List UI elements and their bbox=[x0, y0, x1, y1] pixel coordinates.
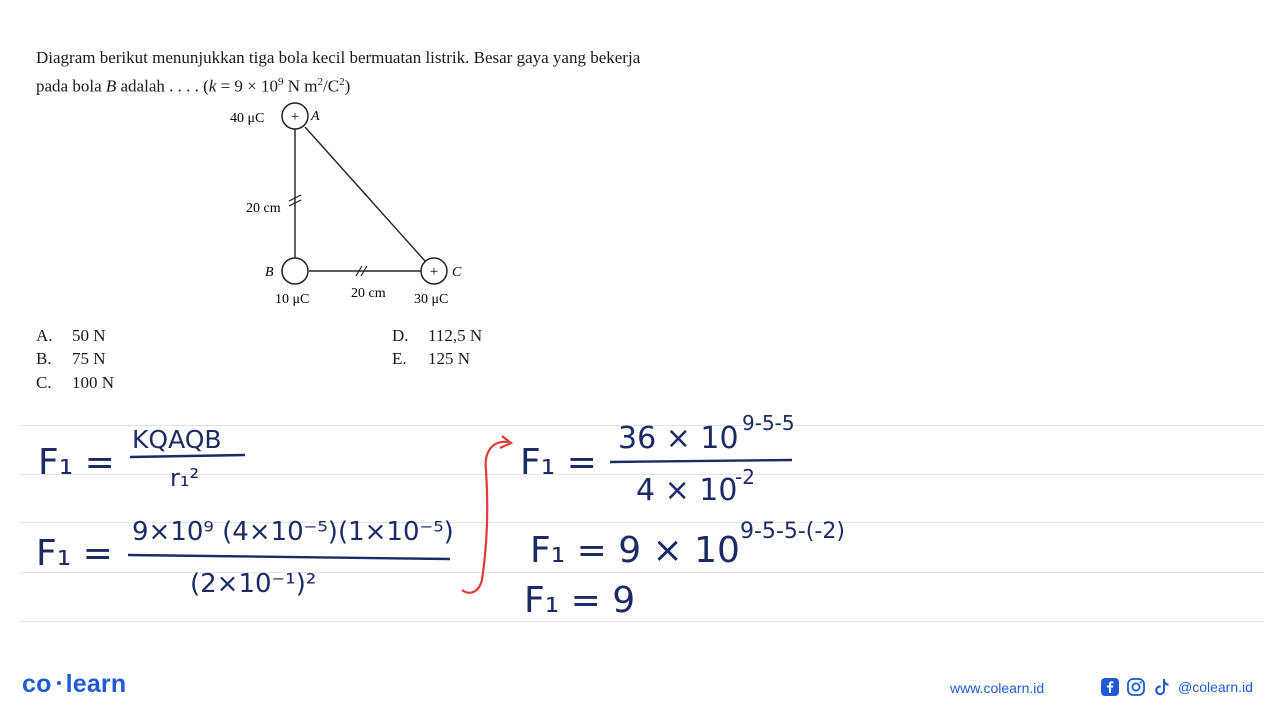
k-exponent: 9 bbox=[278, 76, 284, 88]
right-eq1-denominator-exponent: -2 bbox=[735, 465, 755, 489]
k-unit-a: N m bbox=[283, 76, 318, 96]
option-c[interactable]: C. 100 N bbox=[36, 373, 115, 392]
right-eq1-lhs: F₁ = bbox=[520, 442, 597, 483]
left-eq2-fraction-bar bbox=[128, 555, 450, 559]
left-eq1-fraction-bar bbox=[130, 455, 245, 457]
k-unit-b: /C bbox=[323, 76, 340, 96]
question-mid: adalah . . . . ( bbox=[116, 76, 209, 96]
option-e[interactable]: E. 125 N bbox=[392, 349, 471, 368]
right-eq2-text: F₁ = 9 × 10 bbox=[530, 530, 740, 571]
option-b[interactable]: B. 75 N bbox=[36, 349, 106, 368]
right-eq3-text: F₁ = 9 bbox=[524, 580, 636, 621]
right-eq1-numerator-base: 36 × 10 bbox=[618, 421, 739, 456]
question-prefix: pada bola bbox=[36, 76, 106, 96]
charge-c-sign: + bbox=[429, 264, 439, 280]
option-d[interactable]: D. 112,5 N bbox=[392, 326, 483, 345]
question-line-1: Diagram berikut menunjukkan tiga bola kecil bermuatan listrik. Besar gaya yang bekerja bbox=[36, 48, 641, 67]
k-value: = 9 × 10 bbox=[216, 76, 279, 96]
facebook-icon[interactable] bbox=[1100, 677, 1120, 697]
handwriting-left bbox=[36, 425, 454, 599]
ball-b-variable: B bbox=[105, 76, 117, 96]
left-eq1-numerator: KQAQB bbox=[132, 425, 222, 454]
charge-c-value: 30 μC bbox=[414, 292, 449, 307]
distance-ab: 20 cm bbox=[246, 201, 281, 216]
social-links bbox=[1100, 676, 1253, 698]
question-close: ) bbox=[344, 76, 351, 96]
tiktok-icon[interactable] bbox=[1152, 677, 1172, 697]
k-symbol: k bbox=[208, 76, 217, 96]
left-eq1-lhs: F₁ = bbox=[38, 442, 115, 483]
right-eq1-fraction-bar bbox=[610, 460, 792, 462]
right-eq1-numerator-exponent: 9-5-5 bbox=[742, 411, 795, 435]
k-unit-exponent: 2 bbox=[317, 76, 324, 88]
footer-url[interactable]: www.colearn.id bbox=[950, 680, 1045, 696]
charge-c-label: C bbox=[452, 265, 462, 280]
charge-b-label: B bbox=[265, 265, 274, 280]
left-eq2-numerator: 9×10⁹ (4×10⁻⁵)(1×10⁻⁵) bbox=[132, 517, 454, 547]
distance-bc: 20 cm bbox=[351, 286, 386, 301]
colearn-logo: co learn bbox=[22, 670, 127, 698]
instagram-icon[interactable] bbox=[1126, 677, 1146, 697]
left-eq1-denominator: r₁² bbox=[170, 464, 200, 492]
k-unit-exponent-2: 2 bbox=[339, 76, 345, 88]
charge-a-label: A bbox=[311, 109, 320, 124]
left-eq2-lhs: F₁ = bbox=[36, 533, 113, 574]
logo-dot bbox=[57, 681, 61, 685]
charge-a-sign: + bbox=[290, 109, 300, 125]
right-eq1-denominator-base: 4 × 10 bbox=[636, 473, 738, 508]
option-a[interactable]: A. 50 N bbox=[36, 326, 106, 345]
charge-a-value: 40 μC bbox=[230, 111, 265, 126]
handwriting-right bbox=[520, 411, 845, 621]
left-eq2-denominator: (2×10⁻¹)² bbox=[190, 569, 317, 599]
social-handle[interactable]: @colearn.id bbox=[1178, 679, 1253, 695]
curly-bracket bbox=[462, 436, 511, 593]
charge-b-value: 10 μC bbox=[275, 292, 310, 307]
right-eq2-exponent: 9-5-5-(-2) bbox=[740, 519, 845, 544]
